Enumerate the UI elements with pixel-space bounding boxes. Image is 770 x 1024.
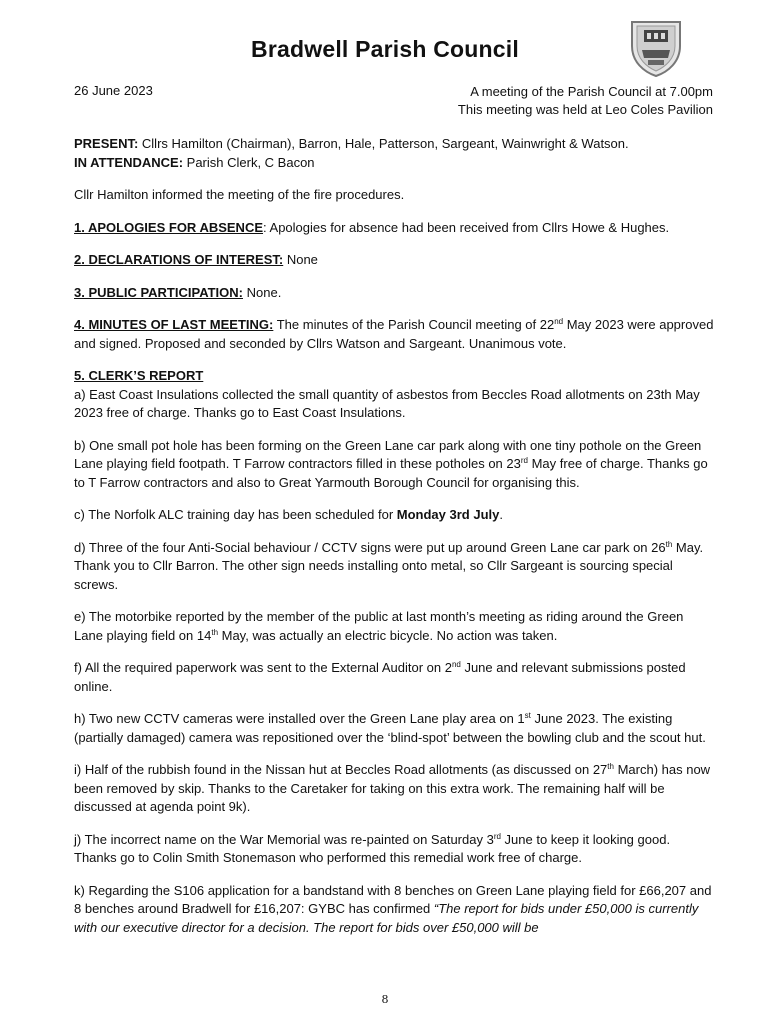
clerk-item-f-cont: June and relevant submissions posted online. [74, 660, 686, 694]
apologies-text: : Apologies for absence had been received from Cllrs Howe & Hughes. [263, 219, 670, 235]
present-label: PRESENT: [74, 136, 139, 151]
clerk-item-e-sup: th [211, 627, 219, 637]
meeting-details [458, 83, 713, 119]
minutes-text-cont: May 2023 were approved and signed. Proposed and seconded by Cllrs Watson and Sargeant. Unanimous vote. [74, 317, 714, 351]
clerk-item-i-sup: th [607, 762, 614, 771]
clerk-item-e [74, 608, 714, 645]
attendance-text: Parish Clerk, C Bacon [183, 154, 315, 170]
clerk-item-d-text: d) Three of the four Anti-Social behaviour / CCTV signs were put up around Green Lane car park on 26 [74, 539, 666, 555]
clerk-item-f-text: f) All the required paperwork was sent to the External Auditor on 2 [74, 660, 452, 675]
clerk-item-c-text: c) The Norfolk ALC training day has been scheduled for [74, 507, 397, 522]
present-line [74, 135, 714, 154]
clerk-item-c-bold: Monday 3rd July [396, 507, 500, 522]
clerk-item-k-text: k) Regarding the S106 application for a bandstand with 8 benches on Green Lane playing field for £66,207 and 8 benches around Bradwell for £16,207: GYBC has confirmed [74, 882, 712, 916]
clerk-item-c-end: . [499, 507, 503, 522]
fire-procedures-text: Cllr Hamilton informed the meeting of the fire procedures. [74, 187, 405, 202]
clerk-item-e-cont: May, was actually an electric bicycle. No action was taken. [218, 627, 558, 643]
clerk-item-f [74, 659, 714, 696]
minutes-body [74, 135, 714, 951]
apologies-heading: 1. APOLOGIES FOR ABSENCE [74, 219, 264, 235]
clerk-item-e-text: e) The motorbike reported by the member of the public at last month’s meeting as riding around the Green Lane playing field on 14 [74, 609, 684, 643]
item-public-participation [74, 284, 714, 303]
clerk-item-d-sup: th [665, 539, 673, 549]
clerk-item-d-cont: May. Thank you to Cllr Barron. The other sign needs installing onto metal, so Cllr Sargeant is sourcing special screws. [74, 539, 704, 592]
meeting-date: 26 June 2023 [74, 83, 153, 98]
clerk-item-d [74, 539, 714, 595]
clerk-item-i-text: i) Half of the rubbish found in the Nissan hut at Beccles Road allotments (as discussed on 27 [74, 762, 608, 777]
public-text: None. [243, 284, 282, 300]
attendance-line [74, 154, 714, 173]
item-declarations [74, 251, 714, 270]
clerk-item-i-cont: March) has now been removed by skip. Thanks to the Caretaker for taking on this extra work. The remaining half will be discussed at agenda point 9k). [74, 762, 711, 814]
clerk-item-j [74, 831, 714, 868]
item-minutes [74, 316, 714, 353]
page-title: Bradwell Parish Council [251, 36, 519, 62]
declarations-heading: 2. DECLARATIONS OF INTEREST: [74, 252, 284, 267]
minutes-heading: 4. MINUTES OF LAST MEETING: [74, 317, 274, 332]
clerk-item-f-sup: nd [451, 660, 461, 669]
clerk-item-h-cont: June 2023. The existing (partially damaged) camera was repositioned over the ‘blind-spot’ between the bowling club and the scout hut. [74, 711, 706, 745]
clerk-item-k [74, 882, 714, 938]
council-crest-logo [628, 16, 684, 78]
clerk-item-h [74, 710, 714, 747]
clerk-item-b [74, 437, 714, 493]
item-apologies [74, 219, 714, 238]
clerk-item-h-sup: st [524, 711, 531, 720]
meeting-venue-line: This meeting was held at Leo Coles Pavilion [457, 102, 713, 117]
clerk-item-j-text: j) The incorrect name on the War Memorial was re-painted on Saturday 3 [74, 831, 494, 847]
page-number: 8 [381, 993, 389, 1006]
clerk-item-a: a) East Coast Insulations collected the small quantity of asbestos from Beccles Road allotments on 23th May 2023 free of charge. Thanks go to East Coast Insulations. [74, 386, 700, 420]
minutes-sup: nd [554, 317, 564, 326]
clerk-item-c [74, 506, 714, 525]
clerk-item-b-cont: May free of charge. Thanks go to T Farrow contractors and also to Great Yarmouth Borough Council for organising this. [74, 456, 708, 490]
clerk-item-k-quote: “The report for bids under £50,000 is currently with our executive director for a decision. The report for bids over £50,000 will be [74, 901, 699, 935]
clerk-item-i [74, 761, 714, 817]
attendance-label: IN ATTENDANCE: [74, 154, 184, 170]
present-text: Cllrs Hamilton (Chairman), Barron, Hale, Patterson, Sargeant, Wainwright & Watson. [138, 136, 629, 151]
public-heading: 3. PUBLIC PARTICIPATION: [74, 284, 243, 300]
clerk-item-j-sup: rd [493, 831, 501, 841]
clerk-item-b-text: b) One small pot hole has been forming on the Green Lane car park along with one tiny pothole on the Green Lane playing field footpath. T Farrow contractors filled in these potholes on 23 [74, 437, 702, 471]
clerk-item-h-text: h) Two new CCTV cameras were installed over the Green Lane play area on 1 [74, 711, 525, 726]
clerk-report-heading-line [74, 367, 714, 386]
declarations-text: None [283, 252, 318, 267]
clerk-item-j-cont: June to keep it looking good. Thanks go to Colin Smith Stonemason who performed this remedial work free of charge. [74, 831, 671, 865]
clerk-item-b-sup: rd [520, 456, 528, 465]
clerk-report-heading: 5. CLERK’S REPORT [74, 368, 204, 383]
meeting-time-line: A meeting of the Parish Council at 7.00pm [470, 84, 713, 99]
minutes-text: The minutes of the Parish Council meeting of 22 [273, 317, 555, 332]
